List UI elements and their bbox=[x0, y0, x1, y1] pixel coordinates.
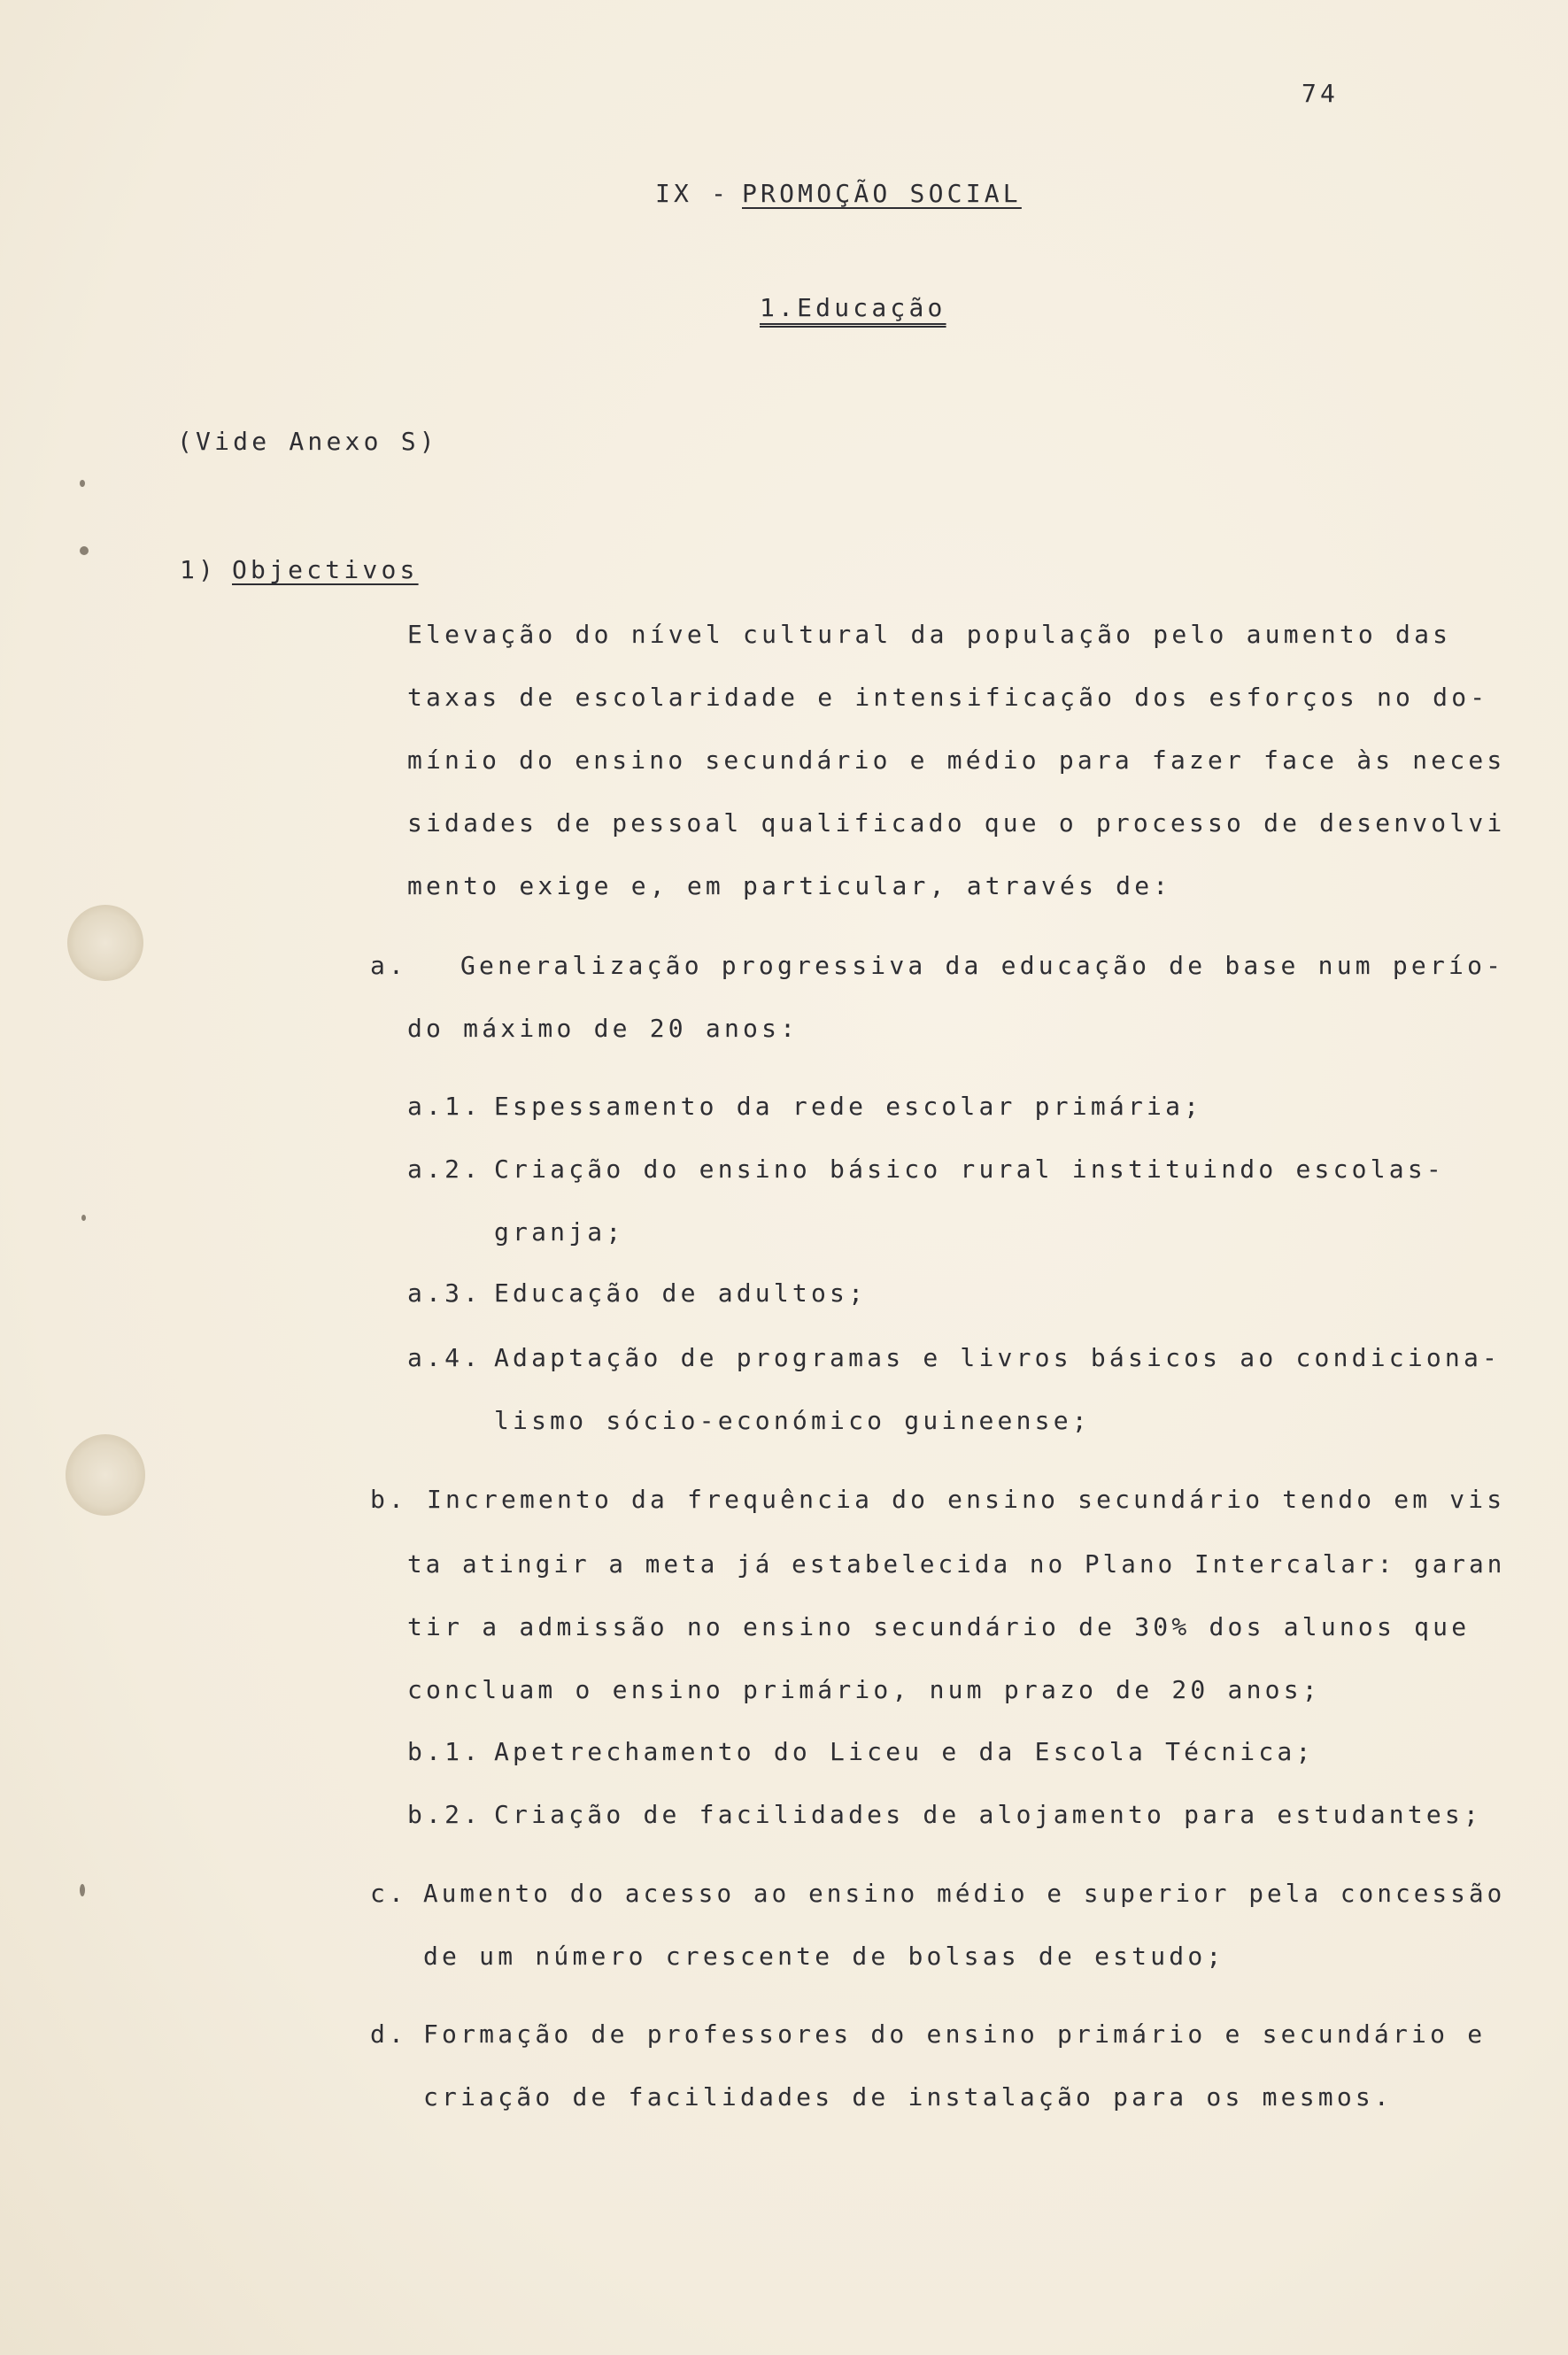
objectives-heading: Objectivos bbox=[232, 555, 419, 584]
annex-reference: (Vide Anexo S) bbox=[177, 427, 438, 456]
list-item-line: concluam o ensino primário, num prazo de 20 anos; bbox=[407, 1675, 1321, 1704]
sublist-item-line: granja; bbox=[494, 1217, 625, 1247]
list-item-line: tir a admissão no ensino secundário de 30% dos alunos que bbox=[407, 1612, 1471, 1641]
paper-speck bbox=[80, 546, 89, 555]
page-number: 74 bbox=[1302, 79, 1340, 108]
sublist-marker: a.4. bbox=[407, 1343, 483, 1372]
sublist-item-line: Criação de facilidades de alojamento para estudantes; bbox=[494, 1800, 1483, 1829]
list-marker: b. bbox=[370, 1485, 408, 1514]
sublist-marker: b.1. bbox=[407, 1737, 483, 1766]
list-item-line: ta atingir a meta já estabelecida no Plano Intercalar: garan bbox=[407, 1549, 1506, 1579]
subsection-title: 1.Educação bbox=[760, 293, 946, 322]
paragraph-line: taxas de escolaridade e intensificação dos esforços no do- bbox=[407, 683, 1489, 712]
paper-speck bbox=[81, 1215, 86, 1221]
paragraph-line: sidades de pessoal qualificado que o processo de desenvolvi bbox=[407, 808, 1506, 838]
list-marker: a. bbox=[370, 951, 408, 980]
list-item-line: Aumento do acesso ao ensino médio e superior pela concessão bbox=[423, 1879, 1506, 1908]
section-title: PROMOÇÃO SOCIAL bbox=[742, 179, 1022, 208]
section-title-prefix: IX - bbox=[655, 179, 730, 208]
binder-hole-mark bbox=[66, 1434, 145, 1516]
list-item-line: Generalização progressiva da educação de base num perío- bbox=[460, 951, 1505, 980]
binder-hole-mark bbox=[67, 905, 143, 981]
sublist-item-line: lismo sócio-económico guineense; bbox=[494, 1406, 1091, 1435]
paragraph-line: mínio do ensino secundário e médio para fazer face às neces bbox=[407, 745, 1506, 775]
paper-speck bbox=[80, 1884, 85, 1896]
sublist-item-line: Apetrechamento do Liceu e da Escola Técnica; bbox=[494, 1737, 1315, 1766]
sublist-item-line: Espessamento da rede escolar primária; bbox=[494, 1092, 1203, 1121]
sublist-marker: b.2. bbox=[407, 1800, 483, 1829]
list-marker: d. bbox=[370, 2019, 408, 2049]
sublist-item-line: Adaptação de programas e livros básicos ao condiciona- bbox=[494, 1343, 1502, 1372]
paper-speck bbox=[80, 480, 85, 487]
sublist-marker: a.2. bbox=[407, 1154, 483, 1184]
sublist-marker: a.1. bbox=[407, 1092, 483, 1121]
list-item-line: Incremento da frequência do ensino secundário tendo em vis bbox=[427, 1485, 1506, 1514]
list-item-line: Formação de professores do ensino primário e secundário e bbox=[423, 2019, 1487, 2049]
paragraph-line: mento exige e, em particular, através de: bbox=[407, 871, 1172, 900]
list-item-line: do máximo de 20 anos: bbox=[407, 1014, 799, 1043]
sublist-marker: a.3. bbox=[407, 1278, 483, 1308]
sublist-item-line: Educação de adultos; bbox=[494, 1278, 868, 1308]
paragraph-line: Elevação do nível cultural da população pelo aumento das bbox=[407, 620, 1452, 649]
list-item-line: de um número crescente de bolsas de estudo; bbox=[423, 1942, 1225, 1971]
objectives-number: 1) bbox=[180, 555, 218, 584]
sublist-item-line: Criação do ensino básico rural instituindo escolas- bbox=[494, 1154, 1445, 1184]
list-marker: c. bbox=[370, 1879, 408, 1908]
list-item-line: criação de facilidades de instalação para os mesmos. bbox=[423, 2082, 1393, 2112]
